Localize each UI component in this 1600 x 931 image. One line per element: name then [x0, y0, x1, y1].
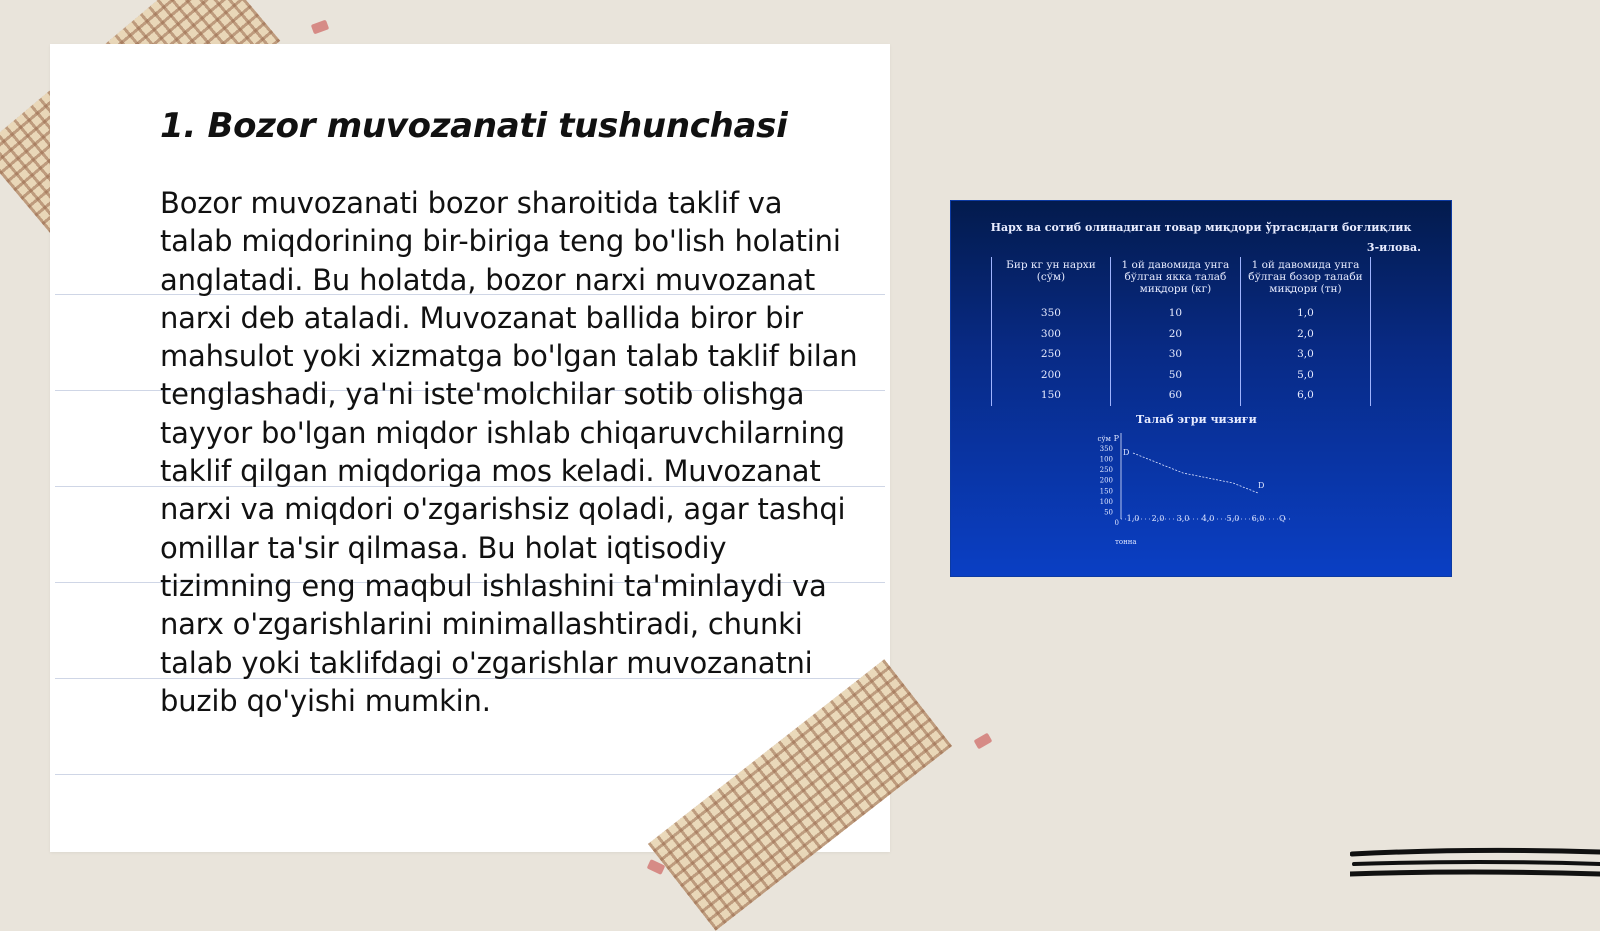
- x-axis-label: тонна: [1115, 538, 1137, 546]
- curve-label-end: D: [1258, 481, 1265, 490]
- table-cell: 250: [992, 344, 1111, 365]
- demand-table-image: [950, 200, 1452, 577]
- chart-title: Талаб эгри чизиғи: [1136, 413, 1257, 426]
- tape-edge-bottom: [974, 733, 993, 750]
- y-tick-label: 100: [1099, 455, 1113, 464]
- x-tick-label: 3,0: [1176, 514, 1190, 523]
- table-cell: 5,0: [1240, 365, 1370, 386]
- table-row: [992, 365, 1371, 386]
- table-cell: 200: [992, 365, 1111, 386]
- table-header-individual: 1 ой давомида унга бўлган якка талаб миқдори (кг): [1110, 257, 1240, 303]
- image-title: Нарх ва сотиб олинадиган товар миқдори ўртасидаги боғлиқлик: [990, 221, 1412, 234]
- image-subtitle: 3-илова.: [1366, 241, 1421, 254]
- demand-curve-chart: [1081, 423, 1311, 563]
- table-cell: 20: [1110, 324, 1240, 345]
- y-tick-label: 250: [1099, 466, 1113, 475]
- curve-label-start: D: [1123, 448, 1130, 457]
- table-row: [992, 344, 1371, 365]
- y-axis-letter: P: [1113, 434, 1119, 443]
- decorative-brush-lines: [1350, 846, 1600, 886]
- table-cell: 3,0: [1240, 344, 1370, 365]
- table-header-row: [992, 257, 1371, 303]
- notebook-paper: [50, 44, 890, 852]
- table-cell: 350: [992, 303, 1111, 324]
- demand-curve-line: [1133, 453, 1258, 493]
- y-tick-label: 100: [1099, 497, 1113, 506]
- y-tick-label: 200: [1099, 476, 1113, 485]
- x-tick-label: 1,0: [1126, 514, 1140, 523]
- slide-title: 1. Bozor muvozanati tushunchasi: [160, 106, 788, 146]
- table-cell: 50: [1110, 365, 1240, 386]
- table-cell: 6,0: [1240, 385, 1370, 406]
- y-tick-label: 0: [1114, 519, 1119, 527]
- table-row: [992, 303, 1371, 324]
- demand-table: [991, 257, 1371, 406]
- y-tick-label: 150: [1099, 487, 1113, 496]
- x-tick-label: 4,0: [1201, 514, 1215, 523]
- x-tick-label: 2,0: [1151, 514, 1165, 523]
- slide-body-text: Bozor muvozanati bozor sharoitida taklif va talab miqdorining bir-biriga teng bo'lish holatini anglatadi. Bu holatda, bozor narxi muvozanat narxi deb ataladi. Muvozanat ballida biror bir mahsulot yoki xizmatga bo'lgan talab taklif bilan tenglashadi, ya'ni iste'molchilar sotib olishga tayyor bo'lgan miqdor ishlab chiqaruvchilarning taklif qilgan miqdoriga mos keladi. Muvozanat narxi va miqdori o'zgarishsiz qoladi, agar tashqi omillar ta'sir qilmasa. Bu holat iqtisodiy tizimning eng maqbul ishlashini ta'minlaydi va narx o'zgarishlarini minimallashtiradi, chunki talab yoki taklifdagi o'zgarishlar muvozanatni buzib qo'yishi mumkin.: [160, 186, 858, 718]
- y-tick-label: 50: [1104, 508, 1113, 517]
- x-axis-letter: Q: [1279, 514, 1286, 523]
- table-cell: 10: [1110, 303, 1240, 324]
- table-row: [992, 385, 1371, 406]
- x-tick-label: 6,0: [1251, 514, 1265, 523]
- table-cell: 150: [992, 385, 1111, 406]
- y-tick-label: 350: [1099, 445, 1113, 453]
- x-tick-label: 5,0: [1226, 514, 1240, 523]
- table-cell: 300: [992, 324, 1111, 345]
- table-cell: 30: [1110, 344, 1240, 365]
- table-cell: 60: [1110, 385, 1240, 406]
- tape-edge-top: [311, 20, 329, 35]
- table-cell: 2,0: [1240, 324, 1370, 345]
- table-row: [992, 324, 1371, 345]
- table-cell: 1,0: [1240, 303, 1370, 324]
- table-header-price: Бир кг ун нархи (сўм): [992, 257, 1111, 303]
- table-header-market: 1 ой давомида унга бўлган бозор талаби миқдори (тн): [1240, 257, 1370, 303]
- y-axis-label: сўм: [1097, 435, 1111, 443]
